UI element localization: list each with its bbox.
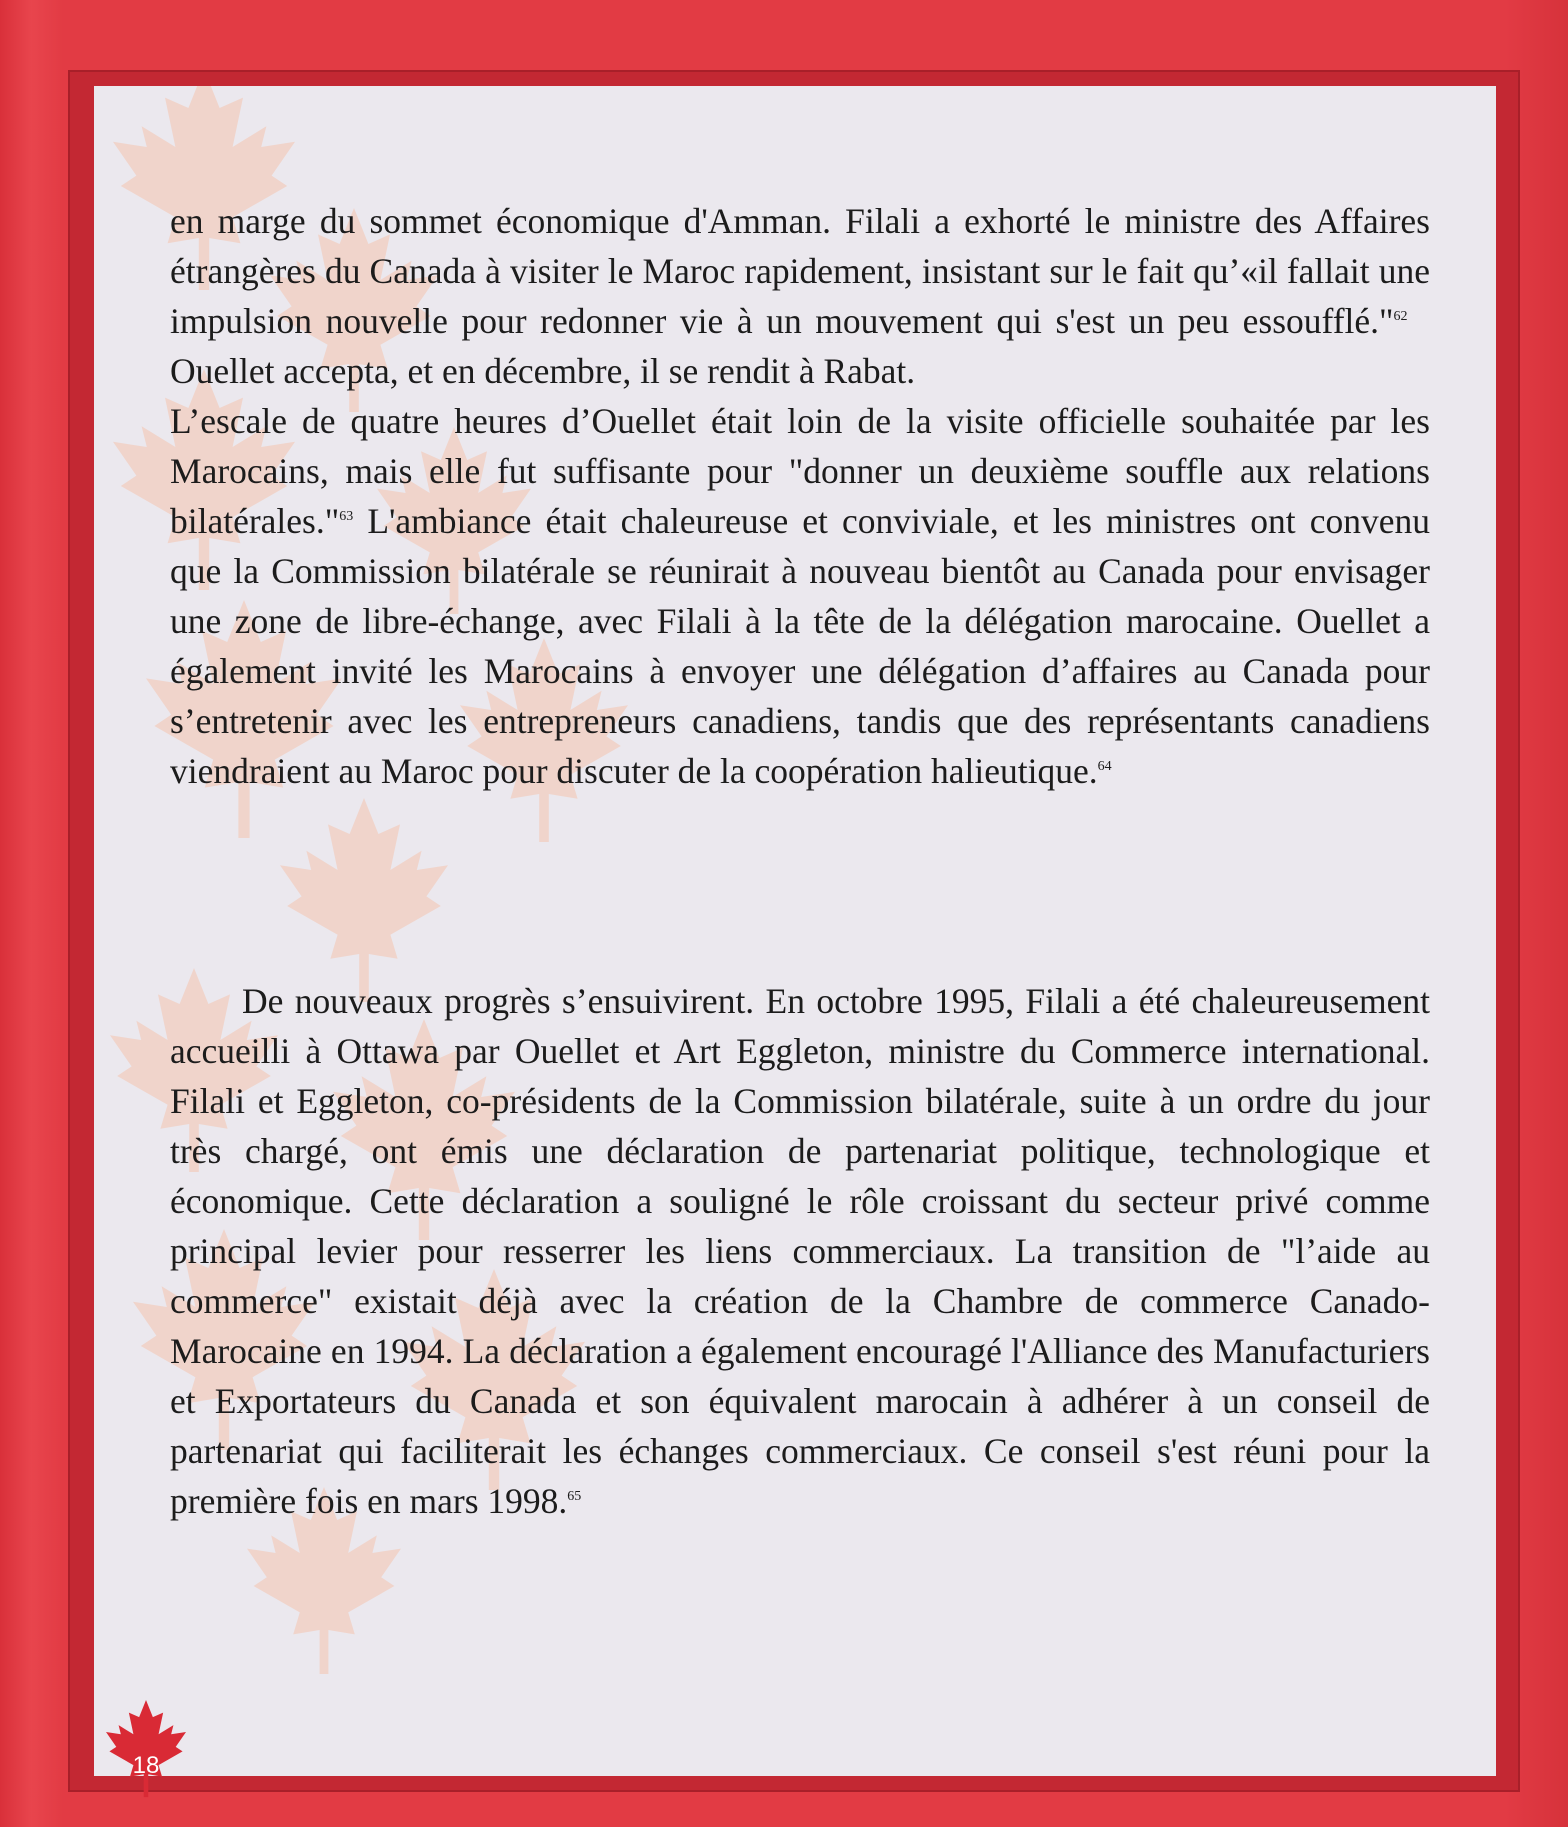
body-text-bottom xyxy=(170,976,1430,1526)
page-number-badge xyxy=(94,1700,204,1800)
paragraph-1: en marge du sommet économique d'Amman. Filali a exhorté le ministre des Affaires étrangères du Canada à visiter le Maroc rapidement, insistant sur le fait qu’«il fallait une impulsion nouvelle pour redonner vie à un mouvement qui s'est un peu essoufflé." xyxy=(170,201,1430,341)
page-number: 18 xyxy=(132,1752,160,1779)
maple-leaf-icon xyxy=(94,1700,198,1800)
footnote-ref-62: 62 xyxy=(1393,309,1408,325)
paragraph-5: De nouveaux progrès s’ensuivirent. En octobre 1995, Filali a été chaleureusement accueilli à Ottawa par Ouellet et Art Eggleton, ministre du Commerce international. Filali et Eggleton, co-présidents de la Commission bilatérale, suite à un ordre du jour très chargé, ont émis une déclaration de partenariat politique, technologique et économique. Cette déclaration a souligné le rôle croissant du secteur privé comme principal levier pour resserrer les liens commerciaux. La transition de "l’aide au commerce" existait déjà avec la création de la Chambre de commerce Canado-Marocaine en 1994. La déclaration a également encouragé l'Alliance des Manufacturiers et Exportateurs du Canada et son équivalent marocain à adhérer à un conseil de partenariat qui faciliterait les échanges commerciaux. Ce conseil s'est réuni pour la première fois en mars 1998. xyxy=(170,981,1430,1521)
paragraph-2: Ouellet accepta, et en décembre, il se rendit à Rabat. xyxy=(170,351,916,391)
paragraph-4: L'ambiance était chaleureuse et conviviale, et les ministres ont convenu que la Commission bilatérale se réunirait à nouveau bientôt au Canada pour envisager une zone de libre-échange, avec Filali à la tête de la délégation marocaine. Ouellet a également invité les Marocains à envoyer une délégation d’affaires au Canada pour s’entretenir avec les entrepreneurs canadiens, tandis que des représentants canadiens viendraient au Maroc pour discuter de la coopération halieutique. xyxy=(170,501,1431,791)
paragraph-3: L’escale de quatre heures d’Ouellet était loin de la visite officielle souhaitée par les Marocains, mais elle fut suffisante pour "donner un deuxième souffle aux relations bilatérales." xyxy=(170,401,1430,541)
footnote-ref-65: 65 xyxy=(567,1489,582,1505)
body-text-top xyxy=(170,196,1430,796)
footnote-ref-64: 64 xyxy=(1097,759,1112,775)
footnote-ref-63: 63 xyxy=(339,509,354,525)
page-panel xyxy=(94,86,1496,1776)
